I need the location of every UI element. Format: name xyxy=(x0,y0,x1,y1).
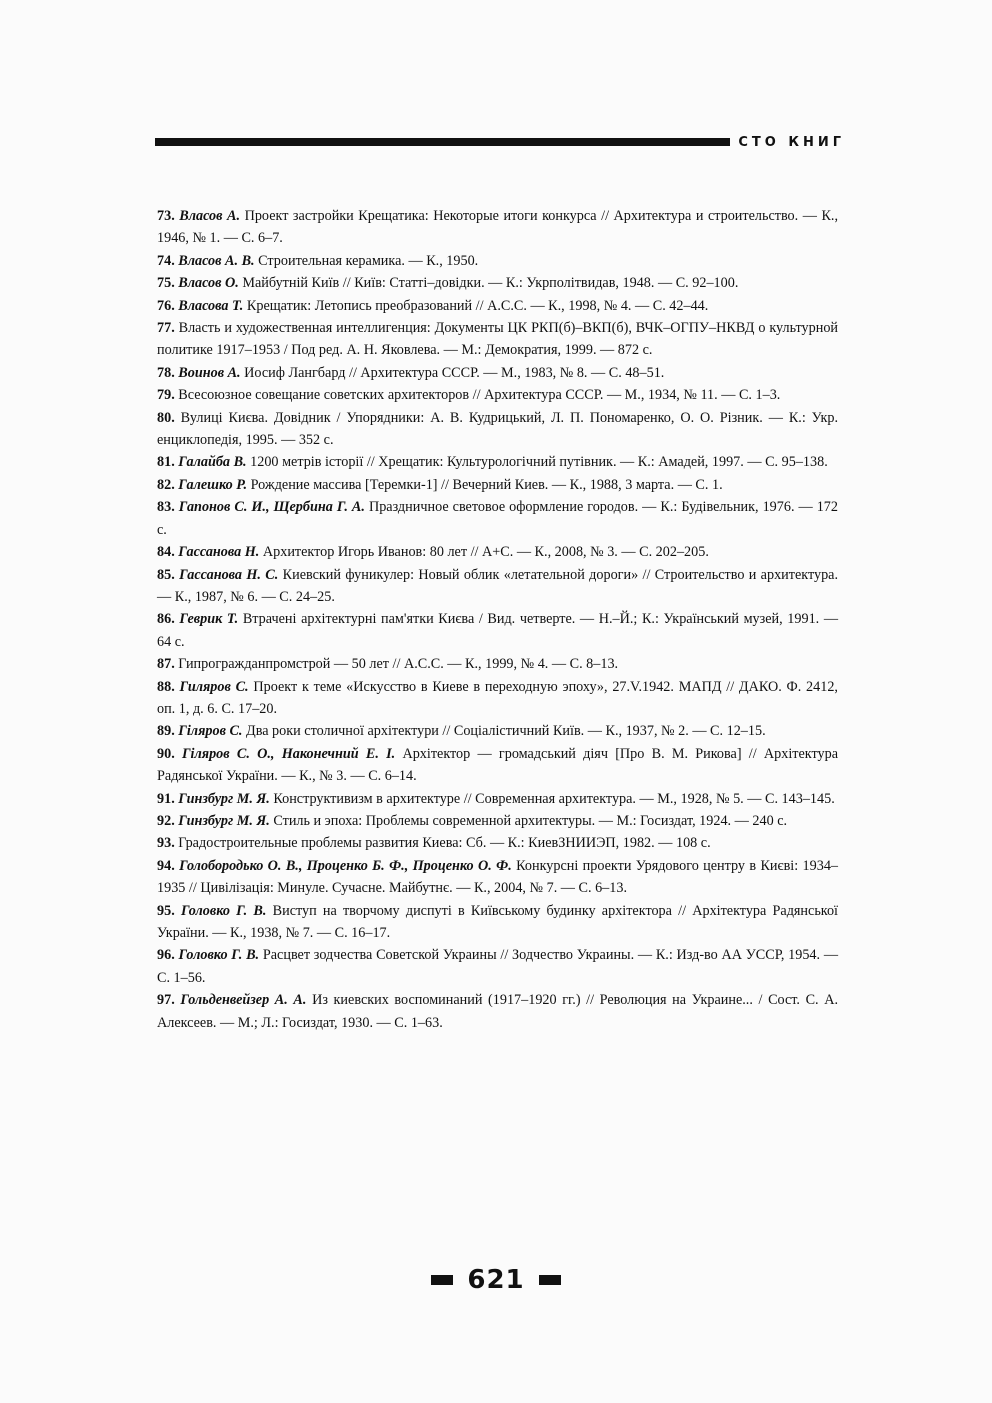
entry-number: 83. xyxy=(157,499,175,516)
entry-text: Конструктивизм в архитектуре // Современная архитектура. — М., 1928, № 5. — С. 143–145. xyxy=(269,790,835,807)
entry-author: Галайба В. xyxy=(178,454,247,471)
bibliography-entry xyxy=(157,362,838,384)
entry-author: Гіляров С. О., Наконечний Е. І. xyxy=(181,745,396,762)
entry-author: Головко Г. В. xyxy=(180,902,267,919)
bibliography-entry xyxy=(157,496,838,541)
bibliography-entry xyxy=(157,720,838,742)
entry-author: Головко Г. В. xyxy=(178,947,260,964)
entry-text: Два роки столичної архітектури // Соціалістичний Київ. — К., 1937, № 2. — С. 12–15. xyxy=(242,723,766,740)
entry-number: 74. xyxy=(157,252,175,269)
entry-number: 94. xyxy=(157,857,175,874)
bibliography-entry xyxy=(157,989,838,1034)
entry-author: Гольденвейзер А. А. xyxy=(180,992,307,1009)
bibliography-entry xyxy=(157,810,838,832)
page-footer xyxy=(0,1265,992,1295)
entry-number: 93. xyxy=(157,835,175,852)
bibliography-entry xyxy=(157,676,838,721)
entry-text: Всесоюзное совещание советских архитекторов // Архитектура СССР. — М., 1934, № 11. — С. 1–3. xyxy=(178,387,781,404)
bibliography-entry xyxy=(157,653,838,675)
entry-text: Виступ на творчому диспуті в Київському будинку архітектора // Архітектура Радянської України. — К., 1938, № 7. — С. 16–17. xyxy=(157,902,838,941)
entry-text: Конкурсні проекти Урядового центру в Києві: 1934–1935 // Цивілізація: Минуле. Сучасне. Майбутнє. — К., 2004, № 7. — С. 6–13. xyxy=(157,857,839,897)
entry-author: Гинзбург М. Я. xyxy=(178,790,270,807)
entry-author: Гассанова Н. xyxy=(178,544,260,561)
entry-author: Власов А. В. xyxy=(178,252,255,269)
entry-author: Голобородько О. В., Проценко Б. Ф., Проценко О. Ф. xyxy=(179,857,512,874)
entry-number: 91. xyxy=(157,790,175,807)
entry-author: Власов А. xyxy=(179,208,241,224)
entry-text: Вулиці Києва. Довідник / Упорядники: А. В. Кудрицький, Л. П. Пономаренко, О. О. Різник. — К.: Укр. енциклопедія, 1995. — 352 с. xyxy=(157,409,839,449)
entry-text: Строительная керамика. — К., 1950. xyxy=(254,252,479,269)
bibliography-list xyxy=(157,205,838,1034)
bibliography-entry xyxy=(157,295,838,317)
entry-number: 87. xyxy=(157,656,175,673)
entry-author: Галешко Р. xyxy=(178,476,248,493)
entry-number: 81. xyxy=(157,454,175,471)
entry-text: Архитектор Игорь Иванов: 80 лет // А+С. — К., 2008, № 3. — С. 202–205. xyxy=(259,544,709,561)
entry-text: Стиль и эпоха: Проблемы современной архитектуры. — М.: Госиздат, 1924. — 240 с. xyxy=(269,812,788,829)
entry-number: 80. xyxy=(157,409,175,426)
entry-number: 89. xyxy=(157,723,175,740)
entry-number: 97. xyxy=(157,992,175,1009)
bibliography-entry xyxy=(157,944,838,989)
entry-number: 96. xyxy=(157,947,175,964)
entry-author: Гассанова Н. С. xyxy=(179,566,279,583)
entry-number: 79. xyxy=(157,387,175,404)
entry-author: Власова Т. xyxy=(178,297,244,314)
entry-author: Власов О. xyxy=(178,275,239,292)
entry-author: Гіляров С. xyxy=(178,723,243,740)
entry-text: 1200 метрів історії // Хрещатик: Культурологічний путівник. — К.: Амадей, 1997. — С. 95–138. xyxy=(246,454,828,471)
entry-number: 82. xyxy=(157,476,175,493)
entry-number: 88. xyxy=(157,678,175,695)
entry-text: Майбутній Київ // Київ: Статті–довідки. — К.: Укрполітвидав, 1948. — С. 92–100. xyxy=(238,275,739,292)
bibliography-entry xyxy=(157,451,838,473)
entry-text: Из киевских воспоминаний (1917–1920 гг.) // Революция на Украине... / Сост. С. А. Алексеев. — М.; Л.: Госиздат, 1930. — С. 1–63. xyxy=(157,992,838,1031)
entry-author: Гинзбург М. Я. xyxy=(178,812,270,829)
entry-text: Гипрогражданпромстрой — 50 лет // А.С.С. — К., 1999, № 4. — С. 8–13. xyxy=(178,656,619,673)
entry-number: 76. xyxy=(157,297,175,314)
entry-number: 73. xyxy=(157,208,175,224)
entry-text: Праздничное световое оформление городов. — К.: Будівельник, 1976. — 172 с. xyxy=(157,499,838,538)
entry-text: Рождение массива [Теремки-1] // Вечерний Киев. — К., 1988, 3 марта. — С. 1. xyxy=(247,476,723,493)
bibliography-entry xyxy=(157,564,838,609)
running-header-title: СТО КНИГ xyxy=(738,134,845,150)
bibliography-entry xyxy=(157,541,838,563)
page-number: 621 xyxy=(467,1265,525,1295)
entry-text: Градостроительные проблемы развития Киева: Сб. — К.: КиевЗНИИЭП, 1982. — 108 с. xyxy=(178,835,711,852)
entry-text: Иосиф Лангбард // Архитектура СССР. — М., 1983, № 8. — С. 48–51. xyxy=(240,364,665,381)
entry-number: 78. xyxy=(157,364,175,381)
entry-author: Гапонов С. И., Щербина Г. А. xyxy=(178,499,365,516)
entry-text: Киевский фуникулер: Новый облик «летательной дороги» // Строительство и архитектура. — К., 1987, № 6. — С. 24–25. xyxy=(157,566,839,605)
entry-text: Проект к теме «Искусство в Киеве в переходную эпоху», 27.V.1942. МАПД // ДАКО. Ф. 2412, оп. 1, д. 6. С. 17–20. xyxy=(157,678,838,717)
bibliography-entry xyxy=(157,788,838,810)
entry-number: 77. xyxy=(157,320,175,337)
bibliography-entry xyxy=(157,855,838,900)
entry-text: Расцвет зодчества Советской Украины // Зодчество Украины. — К.: Изд-во АА УССР, 1954. — С. 1–56. xyxy=(157,947,839,986)
bibliography-entry xyxy=(157,250,838,272)
bibliography-entry xyxy=(157,272,838,294)
bibliography-entry xyxy=(157,743,838,788)
running-header xyxy=(155,134,845,150)
entry-text: Крещатик: Летопись преобразований // А.С.С. — К., 1998, № 4. — С. 42–44. xyxy=(243,297,709,314)
bibliography-entry xyxy=(157,832,838,854)
bibliography-entry xyxy=(157,384,838,406)
header-rule xyxy=(155,138,730,146)
footer-square-left xyxy=(431,1275,453,1285)
entry-number: 90. xyxy=(157,745,175,762)
entry-text: Втрачені архітектурні пам'ятки Києва / Вид. четверте. — Н.–Й.; К.: Український музей, 1991. — 64 с. xyxy=(157,611,839,650)
entry-text: Проект застройки Крещатика: Некоторые итоги конкурса // Архитектура и строительство. — К., 1946, № 1. — С. 6–7. xyxy=(157,208,839,247)
bibliography-entry xyxy=(157,474,838,496)
entry-text: Архітектор — громадський діяч [Про В. М. Рикова] // Архітектура Радянської України. — К., № 3. — С. 6–14. xyxy=(157,745,838,785)
entry-number: 95. xyxy=(157,902,175,919)
entry-number: 84. xyxy=(157,544,175,561)
entry-author: Гиляров С. xyxy=(179,678,249,695)
bibliography-entry xyxy=(157,900,838,945)
entry-author: Воинов А. xyxy=(178,364,241,381)
bibliography-entry xyxy=(157,317,838,362)
entry-number: 86. xyxy=(157,611,175,628)
bibliography-entry xyxy=(157,608,838,653)
entry-author: Геврик Т. xyxy=(179,611,239,628)
entry-number: 75. xyxy=(157,275,175,292)
bibliography-entry xyxy=(157,205,838,250)
entry-number: 92. xyxy=(157,812,175,829)
entry-number: 85. xyxy=(157,566,175,583)
footer-square-right xyxy=(539,1275,561,1285)
bibliography-entry xyxy=(157,407,838,452)
entry-text: Власть и художественная интеллигенция: Документы ЦК РКП(б)–ВКП(б), ВЧК–ОГПУ–НКВД о культурной политике 1917–1953 / Под ред. А. Н. Яковлева. — М.: Демократия, 1999. — 872 с. xyxy=(157,320,839,359)
